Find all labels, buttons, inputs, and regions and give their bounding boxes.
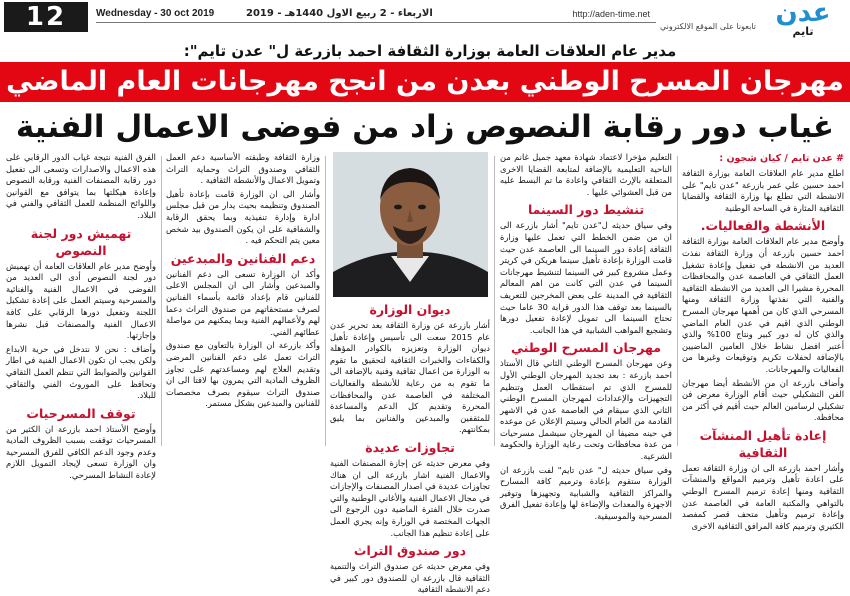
red-headline-band xyxy=(0,62,850,102)
subheading-rehabilitation: إعادة تأهيل المنشآت الثقافية xyxy=(699,427,827,460)
column-1-paragraph-1: اطلع مدير عام العلاقات العامة بوزارة الثقافة احمد حسين علي عمر بازرعة "عدن تايم" على الانشطة التي تطلع بها وزارة الثقافة والقضايا الثقافية المثارة في الساحة الوطنية xyxy=(682,168,844,213)
column-5-paragraph-2: وأوضح مدير عام العلاقات العامة أن تهميش دور لجنة النصوص أدى الى العديد من الفوضى في الاعمال الفنية والغنائية والمسرحية وسيتم العمل على إعادة تشكيل اللجنة وتفعيل دورها الرقابي على كافة الاعمال الفنية والمصنفات قبل نشرها وإجازتها. xyxy=(6,260,156,341)
column-4-paragraph-4: وأكد بازرعة ان الوزارة بالتعاون مع صندوق التراث تعمل على دعم الفنانين المرضى وتقديم العلاج لهم ومساعدتهم على تجاوز الظروف المادية التي يمرون بها لافتا الى ان صندوق التراث سيقوم بصرف مخصصات للفنانين والمبدعين بشكل مستمر. xyxy=(166,340,320,409)
column-4-paragraph-2: وأشار الى ان الوزارة قامت بإعادة تأهيل الصندوق وتنظيمه بحيث يدار من قبل مجلس ادارة وإدارة تنفيذية وبما يحقق الرقابة والشفافية على ان يكون الصندوق بيد شخص معين يتم التحكم فيه . xyxy=(166,188,320,246)
column-divider xyxy=(325,156,326,446)
column-divider xyxy=(677,156,678,446)
subheading-heritage-fund: دور صندوق التراث xyxy=(353,543,467,559)
column-2-paragraph-2: وفي سياق حديثه ل"عدن تايم" أشار بازرعة الى ان من ضمن الخطط التي تعمل عليها وزارة الثقافة إعادة دور السينما الى العاصمة عدن حيث قامت الوزارة بإعادة تأهيل سينما هريكن في كريتر وعمل مشروع كبير في السينما لتنشيط مهرجانات السينما في عدن التي كانت من اهم المعالم الثقافية في المدينة على بعض المخرجين للتعريف بالسينما بعد توقف هذا الدور قرابة 30 عاما حيث تحتاج السينما الى تمويل لإعادة تفعيل دورها وتشجيع المواهب الشبابية في هذا الجانب. xyxy=(500,220,672,335)
column-4-paragraph-1: وزارة الثقافة وطبقته الأساسية دعم العمل الثقافي وصندوق التراث وحماية التراث وتمويل الاعمال والأنشطة الثقافية . xyxy=(166,152,320,186)
masthead xyxy=(0,0,850,38)
column-5-paragraph-3: وأضاف : نحن لا نتدخل في حرية الابداع ولكن يجب ان تكون الاعمال الفنية في اطار القوانين والضوابط التي تنظم العمل الثقافي وتحافظ على الموروث الفني والثقافي للبلاد. xyxy=(6,343,156,401)
main-headline: غياب دور رقابة النصوص زاد من فوضى الاعمال الفنية xyxy=(15,109,835,145)
portrait-photo xyxy=(333,152,488,297)
column-2-paragraph-1: التعليم مؤخرا لاعتماد شهادة معهد جميل غانم من الناحية التعليمية بالإضافة لمتابعة القضايا الاخرى المتعلقة بالإرث الثقافي واعادة ما تم البسط عليه من قبل العشوائي عليها . xyxy=(500,152,672,197)
subheading-ministry-office: ديوان الوزارة xyxy=(369,302,451,317)
date-arabic: الاربعاء - 2 ربيع الاول 1440هـ - 2019 xyxy=(246,8,433,19)
red-headline: مهرجان المسرح الوطني بعدن من انجح مهرجانات العام الماضي xyxy=(6,66,844,97)
subheading-theatre-festival: مهرجان المسرح الوطني xyxy=(510,340,662,356)
subheading-activities: الأنشطة والفعاليات. xyxy=(700,218,826,234)
column-5-paragraph-1: الفرق الفنية نتيجة غياب الدور الرقابي على هذه الاعمال والاصدارات وتسعى الى تفعيل دور رقابة المصنفات الفنية ورقابة النصوص وإعادة هيكلتها بما يتوافق مع القوانين واللوائح المنظمة للعمل الثقافي والفني في البلاد. xyxy=(6,152,156,220)
kicker-headline: مدير عام العلاقات العامة بوزارة الثقافة احمد بازرعة ل" عدن تايم": xyxy=(183,42,677,60)
subheading-cinema: تنشيط دور السينما xyxy=(527,202,645,218)
column-4-paragraph-3: وأكد ان الوزارة تسعى الى دعم الفنانين والمبدعين وأشار الى ان المجلس الاعلى للفنانين قام بإعداد قائمة بأسماء الفنانين لصرف مستحقاتهم من صندوق التراث دعما لهم ولأعمالهم الفنية وبما يمكنهم من مواصلة عطائهم الفني. xyxy=(166,268,320,337)
article-column-2 xyxy=(500,152,672,522)
logo-sub-text: تايم xyxy=(792,25,814,38)
column-1-paragraph-4: وأشار احمد بازرعة الى ان وزارة الثقافة تعمل على اعادة تأهيل وترميم المواقع والمنشآت الثقافية ومنها إعادة ترميم المسرح الوطني بالتواهي والمكتبة العامة في العاصمة عدن وإعادة ترميم وتأهيل متحف قصر كمفصد الكثيري وترميم كافة المرافق الثقافية الاخرى xyxy=(682,462,844,531)
page-number: 12 xyxy=(25,2,67,32)
column-1-paragraph-2: وأوضح مدير عام العلاقات العامة بوزارة الثقافة احمد حسين بازرعة أن وزارة الثقافة نفذت العديد من الانشطة في تفعيل وإعادة تشغيل العمل الثقافي في العاصمة عدن والمحافظات المحررة مشيرا الى العديد من الانشطة الثقافية والفنية التي نفذتها وزارة الثقافة ومنها المسرحي الذي كان من أهمها مهرجان المسرح الوطني الذي اقيم في عدن العام الماضي والذي كان له دور كبير ونتاج 100% والذي أعتبر افضل نشاط خلال العامين الماضيين بالإضافة لحفلات تكريم وتوقيعات وغيرها من الفعاليات والمهرجانات. xyxy=(682,236,844,374)
column-3-paragraph-1: أشار بازرعة عن وزارة الثقافة بعد تحرير عدن عام 2015 سعت الى تأسيس وإعادة تأهيل ديوان الوزارة وتعزيزه بالكوادر المؤهلة والكفاءات والخبرات الثقافية لتحقيق ما تقوم به الوزارة من اعمال ثقافية وفنية بالإضافة الى ما تقوم به من رعاية للأنشطة والفعاليات المختلفة في العاصمة عدن والمحافظات المحررة وتقديم كل الدعم والمساعدة للمثقفين والمبدعين والفنانين بما يليق بمكانتهم. xyxy=(330,320,490,435)
aden-time-logo xyxy=(760,0,846,40)
column-2-paragraph-3: وعن مهرجان المسرح الوطني الثاني قال الأستاذ احمد بازرعة : بعد تجديد المهرجان الوطني الأول للمسرح الذي تم استقطاب العمل وتنظيم التجهيزات والإعدادات لمهرجان المسرح الوطني الثاني الذي سيقام في العاصمة عدن في الاشهر القادمة من العام الحالي وسيتم الإعلان عن موعده في حينه مضيفا ان المهرجان سيشمل مسرحيات من عدة محافظات وتحت رعاية الوزارة والحكومة الشرعية. xyxy=(500,358,672,462)
column-divider xyxy=(494,156,495,446)
page-number-badge xyxy=(4,2,88,32)
article-column-5 xyxy=(6,152,156,481)
subheading-texts-committee: تهميش دور لجنة النصوص xyxy=(30,225,132,258)
date-english: Wednesday - 30 oct 2019 xyxy=(96,8,215,19)
column-3-paragraph-3: وفي معرض حديثه عن صندوق التراث والتنمية الثقافية قال بازرعة ان للصندوق دور كبير في دعم الانشطة الثقافية xyxy=(330,561,490,595)
article-column-1 xyxy=(682,152,844,531)
column-1-paragraph-3: وأضاف بازرعة ان من الأنشطة أيضا مهرجان الفن التشكيلي حيث أقام الوزارة معرض فن تشكيلي لرسامين العالم حيث أقيم في أكثر من محافظة. xyxy=(682,377,844,423)
column-3-paragraph-2: وفي معرض حديثه عن إجازة المصنفات الفنية والاعمال الفنية اشار بازرعة الى ان هناك تجاوزات عديدة في اصدار المصنفات والإجازات في مجال الاعمال الفنية والأغاني الوطنية والتي صدرت خلال الفترة الماضية دون الرجوع الى الجهات المختصة في الوزارة وإنه يجري العمل على إعادة تنظيم هذا الجانب. xyxy=(330,457,490,538)
article-column-4 xyxy=(166,152,320,450)
subheading-plays-stopped: توقف المسرحيات xyxy=(26,405,136,421)
article-column-3 xyxy=(330,298,490,595)
column-2-paragraph-4: وفي سياق حديثه ل" عدن تايم" لفت بازرعة ان الوزارة ستقوم بإعادة وترميم كافة المسارح والمراكز الثقافية والشبابية وتجهيزها وتوفير الاجهزة والمعدات والإضاءة لها وإعادة تفعيل الفرق المسرحية والموسيقية. xyxy=(500,464,672,522)
subheading-violations: تجاوزات عديدة xyxy=(365,439,455,455)
logo-main-text: عدن xyxy=(775,0,831,28)
site-url-link[interactable]: http://aden-time.net xyxy=(572,9,650,19)
column-divider xyxy=(161,156,162,446)
byline: # عدن تايم / كيان شجون : xyxy=(719,153,844,164)
portrait-illustration xyxy=(333,152,488,297)
subheading-artists-support: دعم الفنانين والمبدعين xyxy=(170,250,316,266)
online-note: تابعونا على الموقع الالكتروني xyxy=(660,22,756,31)
date-line xyxy=(96,7,656,23)
column-5-paragraph-4: وأوضح الأستاذ احمد بازرعة ان الكثير من المسرحيات توقفت بسبب الظروف المادية وعدم وجود الدعم الكافي للفرق المسرحية وان الوزارة تسعى لإيجاد التمويل اللازم لإعادة النشاط المسرحي. xyxy=(6,423,156,481)
